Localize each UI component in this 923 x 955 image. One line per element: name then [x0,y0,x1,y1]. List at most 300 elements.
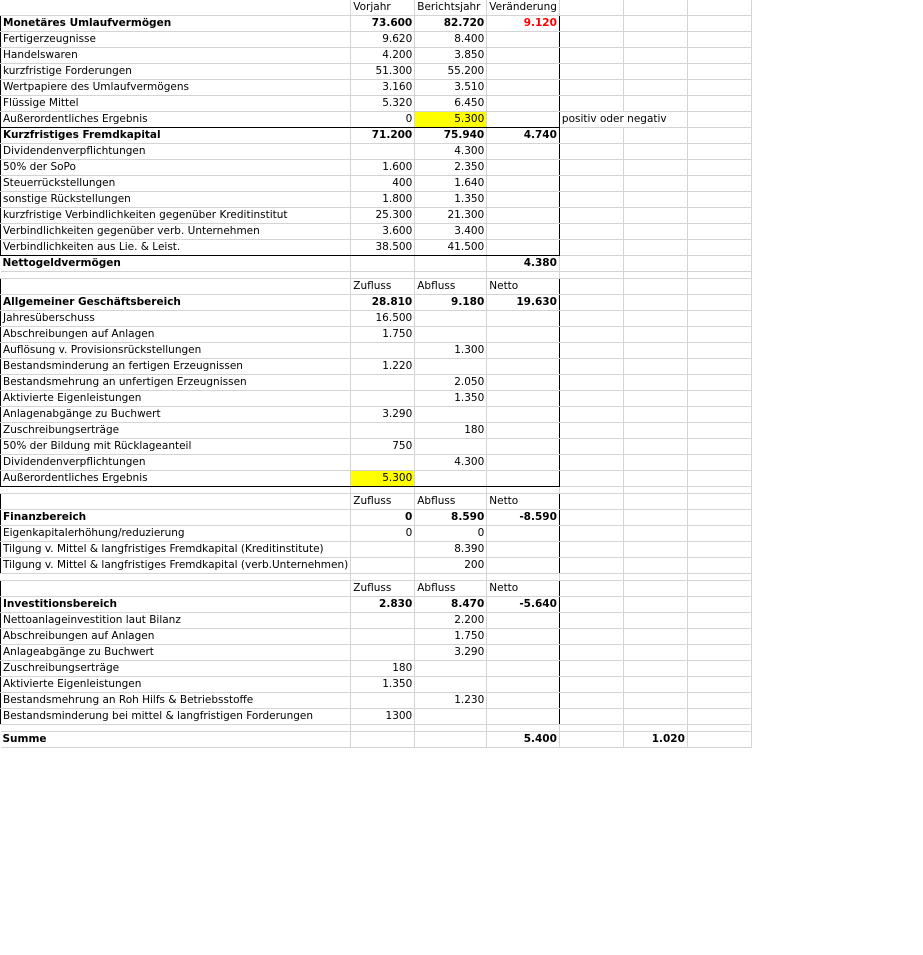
cell-zufluss[interactable] [351,391,415,407]
cell-zufluss[interactable]: 0 [351,510,415,526]
cell[interactable] [559,732,623,748]
cell[interactable] [559,176,623,192]
cell[interactable] [687,48,751,64]
cell-berichtsjahr[interactable]: 3.400 [415,224,487,240]
cell[interactable] [687,574,751,581]
cell-abfluss[interactable] [415,439,487,455]
section-title[interactable]: Kurzfristiges Fremdkapital [1,128,351,144]
col-header-abfluss[interactable]: Abfluss [415,581,487,597]
cell-vorjahr[interactable]: 400 [351,176,415,192]
cell[interactable] [687,208,751,224]
cell[interactable] [623,176,687,192]
cell[interactable] [487,343,560,359]
cell[interactable] [487,112,560,128]
cell[interactable] [687,80,751,96]
netto-value[interactable]: 4.380 [487,256,560,272]
cell-netto[interactable]: -8.590 [487,510,560,526]
cell[interactable] [487,645,560,661]
cell[interactable] [351,732,415,748]
cell[interactable] [687,661,751,677]
cell[interactable] [487,526,560,542]
cell[interactable] [623,471,687,487]
cell[interactable] [687,343,751,359]
cell[interactable] [623,0,687,16]
cell[interactable] [487,32,560,48]
cell[interactable] [1,487,351,494]
cell[interactable] [623,96,687,112]
row-label[interactable]: Tilgung v. Mittel & langfristiges Fremdkapital (verb.Unternehmen) [1,558,351,574]
cell[interactable] [623,144,687,160]
cell[interactable] [559,510,623,526]
cell[interactable] [559,613,623,629]
cell-berichtsjahr-highlighted[interactable]: 5.300 [415,112,487,128]
cell-zufluss[interactable]: 750 [351,439,415,455]
cell-abfluss[interactable]: 200 [415,558,487,574]
cell-zufluss[interactable] [351,645,415,661]
cell-abfluss[interactable]: 1.350 [415,391,487,407]
summe-label[interactable]: Summe [1,732,351,748]
cell[interactable] [559,359,623,375]
cell[interactable] [487,391,560,407]
cell[interactable] [687,597,751,613]
cell[interactable] [559,375,623,391]
cell-abfluss[interactable]: 3.290 [415,645,487,661]
cell[interactable] [559,64,623,80]
cell[interactable] [623,16,687,32]
row-label[interactable]: Abschreibungen auf Anlagen [1,629,351,645]
cell[interactable] [415,725,487,732]
cell-vorjahr[interactable]: 3.160 [351,80,415,96]
cell[interactable] [623,407,687,423]
cell-berichtsjahr[interactable]: 41.500 [415,240,487,256]
cell[interactable] [687,629,751,645]
cell-berichtsjahr[interactable]: 21.300 [415,208,487,224]
col-header-abfluss[interactable]: Abfluss [415,279,487,295]
cell[interactable] [351,256,415,272]
cell[interactable] [487,613,560,629]
cell[interactable] [559,558,623,574]
cell[interactable] [1,0,351,16]
section-title[interactable]: Monetäres Umlaufvermögen [1,16,351,32]
cell[interactable] [487,192,560,208]
row-label[interactable]: 50% der SoPo [1,160,351,176]
cell[interactable] [559,128,623,144]
cell[interactable] [687,725,751,732]
cell-zufluss[interactable] [351,693,415,709]
col-header-netto[interactable]: Netto [487,279,560,295]
cell-abfluss[interactable]: 1.300 [415,343,487,359]
cell[interactable] [487,327,560,343]
cell[interactable] [687,487,751,494]
row-label[interactable]: Außerordentliches Ergebnis [1,471,351,487]
cell[interactable] [559,160,623,176]
cell[interactable] [623,613,687,629]
cell[interactable] [623,272,687,279]
cell[interactable] [623,510,687,526]
row-label[interactable]: Verbindlichkeiten aus Lie. & Leist. [1,240,351,256]
cell[interactable] [415,574,487,581]
cell-vorjahr[interactable]: 71.200 [351,128,415,144]
cell[interactable] [559,32,623,48]
cell[interactable] [623,327,687,343]
col-header-netto[interactable]: Netto [487,581,560,597]
cell[interactable] [687,32,751,48]
cell[interactable] [1,279,351,295]
cell[interactable] [487,64,560,80]
cell[interactable] [487,725,560,732]
cell[interactable] [687,693,751,709]
cell[interactable] [415,256,487,272]
cell[interactable] [487,487,560,494]
cell[interactable] [559,677,623,693]
cell[interactable] [559,144,623,160]
row-label[interactable]: Bestandsminderung bei mittel & langfristigen Forderungen [1,709,351,725]
cell[interactable] [559,574,623,581]
cell[interactable] [687,391,751,407]
cell[interactable] [623,240,687,256]
section-title[interactable]: Investitionsbereich [1,597,351,613]
cell-zufluss[interactable] [351,542,415,558]
cell[interactable] [487,311,560,327]
cell[interactable] [559,391,623,407]
cell[interactable] [559,661,623,677]
summe-netto[interactable]: 5.400 [487,732,560,748]
cell[interactable] [559,327,623,343]
cell[interactable] [559,295,623,311]
cell[interactable] [559,311,623,327]
section-title[interactable]: Finanzbereich [1,510,351,526]
cell[interactable] [487,224,560,240]
cell[interactable] [687,439,751,455]
cell[interactable] [623,375,687,391]
cell[interactable] [487,677,560,693]
cell-zufluss[interactable]: 1300 [351,709,415,725]
cell[interactable] [687,375,751,391]
cell[interactable] [687,558,751,574]
cell[interactable] [623,629,687,645]
cell[interactable] [687,176,751,192]
col-header-abfluss[interactable]: Abfluss [415,494,487,510]
cell-vorjahr[interactable]: 0 [351,112,415,128]
cell[interactable] [623,423,687,439]
cell[interactable] [559,80,623,96]
cell[interactable] [559,597,623,613]
cell-zufluss[interactable]: 1.750 [351,327,415,343]
cell-zufluss[interactable] [351,629,415,645]
cell[interactable] [623,279,687,295]
cell-abfluss[interactable] [415,661,487,677]
netto-label[interactable]: Nettogeldvermögen [1,256,351,272]
col-header-veraenderung[interactable]: Veränderung [487,0,560,16]
row-label[interactable]: Wertpapiere des Umlaufvermögens [1,80,351,96]
cell[interactable] [1,725,351,732]
cell[interactable] [559,256,623,272]
cell-abfluss[interactable]: 1.230 [415,693,487,709]
cell-berichtsjahr[interactable]: 55.200 [415,64,487,80]
cell[interactable] [415,487,487,494]
cell[interactable] [687,327,751,343]
row-label[interactable]: Auflösung v. Provisionsrückstellungen [1,343,351,359]
cell[interactable] [687,128,751,144]
cell[interactable] [623,128,687,144]
cell[interactable] [351,487,415,494]
cell-abfluss[interactable] [415,359,487,375]
cell[interactable] [559,494,623,510]
cell[interactable] [487,48,560,64]
cell[interactable] [687,581,751,597]
cell[interactable] [487,629,560,645]
cell-berichtsjahr[interactable]: 3.510 [415,80,487,96]
cell[interactable] [559,272,623,279]
cell[interactable] [687,359,751,375]
cell-abfluss[interactable]: 2.200 [415,613,487,629]
row-label[interactable]: Eigenkapitalerhöhung/reduzierung [1,526,351,542]
row-label[interactable]: kurzfristige Verbindlichkeiten gegenüber Kreditinstitut [1,208,351,224]
cell-berichtsjahr[interactable]: 1.640 [415,176,487,192]
cell-vorjahr[interactable]: 9.620 [351,32,415,48]
cell[interactable] [559,208,623,224]
cell[interactable] [487,176,560,192]
cell[interactable] [623,558,687,574]
cell-zufluss[interactable]: 1.350 [351,677,415,693]
note-cell[interactable]: positiv oder negativ [559,112,687,128]
cell-zufluss[interactable]: 28.810 [351,295,415,311]
col-header-zufluss[interactable]: Zufluss [351,581,415,597]
row-label[interactable]: Anlageabgänge zu Buchwert [1,645,351,661]
cell-abfluss[interactable] [415,709,487,725]
cell[interactable] [559,455,623,471]
cell-zufluss[interactable] [351,558,415,574]
cell[interactable] [559,279,623,295]
cell-abfluss[interactable]: 8.390 [415,542,487,558]
cell-abfluss[interactable]: 0 [415,526,487,542]
cell[interactable] [687,64,751,80]
col-header-zufluss[interactable]: Zufluss [351,279,415,295]
cell[interactable] [559,192,623,208]
cell[interactable] [687,494,751,510]
cell[interactable] [559,471,623,487]
row-label[interactable]: Abschreibungen auf Anlagen [1,327,351,343]
cell-abfluss[interactable]: 9.180 [415,295,487,311]
cell[interactable] [687,732,751,748]
cell[interactable] [559,629,623,645]
cell-vorjahr[interactable]: 3.600 [351,224,415,240]
cell-abfluss[interactable] [415,327,487,343]
cell[interactable] [487,208,560,224]
cell-vorjahr[interactable]: 1.600 [351,160,415,176]
row-label[interactable]: Dividendenverpflichtungen [1,144,351,160]
cell[interactable] [687,16,751,32]
cell[interactable] [623,725,687,732]
cell-zufluss[interactable]: 2.830 [351,597,415,613]
cell[interactable] [687,423,751,439]
cell-zufluss-highlighted[interactable]: 5.300 [351,471,415,487]
row-label[interactable]: kurzfristige Forderungen [1,64,351,80]
cell[interactable] [623,64,687,80]
cell[interactable] [559,96,623,112]
cell[interactable] [415,732,487,748]
cell-abfluss[interactable]: 2.050 [415,375,487,391]
row-label[interactable]: Tilgung v. Mittel & langfristiges Fremdkapital (Kreditinstitute) [1,542,351,558]
cell-vorjahr[interactable]: 73.600 [351,16,415,32]
cell[interactable] [623,48,687,64]
cell[interactable] [623,487,687,494]
cell-abfluss[interactable]: 1.750 [415,629,487,645]
cell[interactable] [623,160,687,176]
cell[interactable] [559,16,623,32]
cell[interactable] [559,407,623,423]
cell[interactable] [687,295,751,311]
cell-netto[interactable]: -5.640 [487,597,560,613]
cell-berichtsjahr[interactable]: 8.400 [415,32,487,48]
cell[interactable] [487,693,560,709]
cell-vorjahr[interactable]: 51.300 [351,64,415,80]
cell[interactable] [487,375,560,391]
cell[interactable] [623,359,687,375]
cell[interactable] [623,80,687,96]
cell[interactable] [351,725,415,732]
row-label[interactable]: Nettoanlageinvestition laut Bilanz [1,613,351,629]
cell[interactable] [687,160,751,176]
cell[interactable] [623,343,687,359]
row-label[interactable]: Bestandsminderung an fertigen Erzeugnissen [1,359,351,375]
cell[interactable] [687,542,751,558]
row-label[interactable]: Jahresüberschuss [1,311,351,327]
row-label[interactable]: Außerordentliches Ergebnis [1,112,351,128]
cell[interactable] [687,0,751,16]
cell[interactable] [487,272,560,279]
cell[interactable] [487,574,560,581]
cell[interactable] [1,581,351,597]
cell[interactable] [351,272,415,279]
cell[interactable] [687,279,751,295]
cell[interactable] [559,224,623,240]
cell-abfluss[interactable]: 4.300 [415,455,487,471]
cell[interactable] [559,439,623,455]
cell-netto[interactable]: 19.630 [487,295,560,311]
row-label[interactable]: Anlagenabgänge zu Buchwert [1,407,351,423]
cell[interactable] [623,455,687,471]
cell[interactable] [559,423,623,439]
cell-zufluss[interactable] [351,423,415,439]
cell-veraenderung[interactable]: 4.740 [487,128,560,144]
cell[interactable] [487,423,560,439]
cell-vorjahr[interactable]: 38.500 [351,240,415,256]
cell[interactable] [687,192,751,208]
row-label[interactable]: 50% der Bildung mit Rücklageanteil [1,439,351,455]
cell[interactable] [351,574,415,581]
cell[interactable] [559,487,623,494]
summe-extra[interactable]: 1.020 [623,732,687,748]
row-label[interactable]: Bestandsmehrung an Roh Hilfs & Betriebsstoffe [1,693,351,709]
cell[interactable] [487,80,560,96]
cell-abfluss[interactable] [415,311,487,327]
cell[interactable] [687,709,751,725]
cell-abfluss[interactable]: 8.590 [415,510,487,526]
cell[interactable] [687,645,751,661]
row-label[interactable]: Steuerrückstellungen [1,176,351,192]
cell-abfluss[interactable]: 8.470 [415,597,487,613]
cell-berichtsjahr[interactable]: 2.350 [415,160,487,176]
cell[interactable] [623,709,687,725]
cell[interactable] [623,208,687,224]
row-label[interactable]: Verbindlichkeiten gegenüber verb. Unternehmen [1,224,351,240]
cell[interactable] [687,256,751,272]
cell-zufluss[interactable] [351,343,415,359]
cell[interactable] [687,471,751,487]
cell[interactable] [1,574,351,581]
cell[interactable] [487,359,560,375]
cell-abfluss[interactable] [415,407,487,423]
cell[interactable] [687,224,751,240]
cell[interactable] [623,574,687,581]
cell-zufluss[interactable]: 180 [351,661,415,677]
cell[interactable] [687,96,751,112]
cell[interactable] [559,240,623,256]
cell-zufluss[interactable] [351,375,415,391]
cell[interactable] [623,192,687,208]
cell[interactable] [623,597,687,613]
cell[interactable] [623,542,687,558]
cell[interactable] [687,407,751,423]
cell[interactable] [559,542,623,558]
cell[interactable] [623,224,687,240]
row-label[interactable]: Flüssige Mittel [1,96,351,112]
cell[interactable] [623,311,687,327]
row-label[interactable]: Zuschreibungserträge [1,423,351,439]
cell-zufluss[interactable]: 3.290 [351,407,415,423]
cell-berichtsjahr[interactable]: 82.720 [415,16,487,32]
row-label[interactable]: Aktivierte Eigenleistungen [1,677,351,693]
cell[interactable] [623,494,687,510]
cell-vorjahr[interactable] [351,144,415,160]
cell[interactable] [559,645,623,661]
row-label[interactable]: Fertigerzeugnisse [1,32,351,48]
cell[interactable] [687,272,751,279]
row-label[interactable]: Zuschreibungserträge [1,661,351,677]
cell[interactable] [687,144,751,160]
cell[interactable] [687,112,751,128]
section-title[interactable]: Allgemeiner Geschäftsbereich [1,295,351,311]
cell-abfluss[interactable] [415,471,487,487]
cell[interactable] [487,542,560,558]
cell[interactable] [623,661,687,677]
col-header-netto[interactable]: Netto [487,494,560,510]
cell[interactable] [487,407,560,423]
row-label[interactable]: Bestandsmehrung an unfertigen Erzeugnissen [1,375,351,391]
col-header-vorjahr[interactable]: Vorjahr [351,0,415,16]
cell[interactable] [487,240,560,256]
cell[interactable] [559,48,623,64]
cell[interactable] [559,693,623,709]
col-header-zufluss[interactable]: Zufluss [351,494,415,510]
cell[interactable] [487,144,560,160]
cell-berichtsjahr[interactable]: 6.450 [415,96,487,112]
row-label[interactable]: Aktivierte Eigenleistungen [1,391,351,407]
cell-zufluss[interactable]: 0 [351,526,415,542]
cell[interactable] [687,526,751,542]
cell[interactable] [415,272,487,279]
cell[interactable] [487,558,560,574]
cell[interactable] [623,439,687,455]
cell[interactable] [623,645,687,661]
cell[interactable] [487,661,560,677]
cell-abfluss[interactable]: 180 [415,423,487,439]
cell[interactable] [1,494,351,510]
cell[interactable] [623,526,687,542]
cell[interactable] [623,391,687,407]
cell[interactable] [1,272,351,279]
